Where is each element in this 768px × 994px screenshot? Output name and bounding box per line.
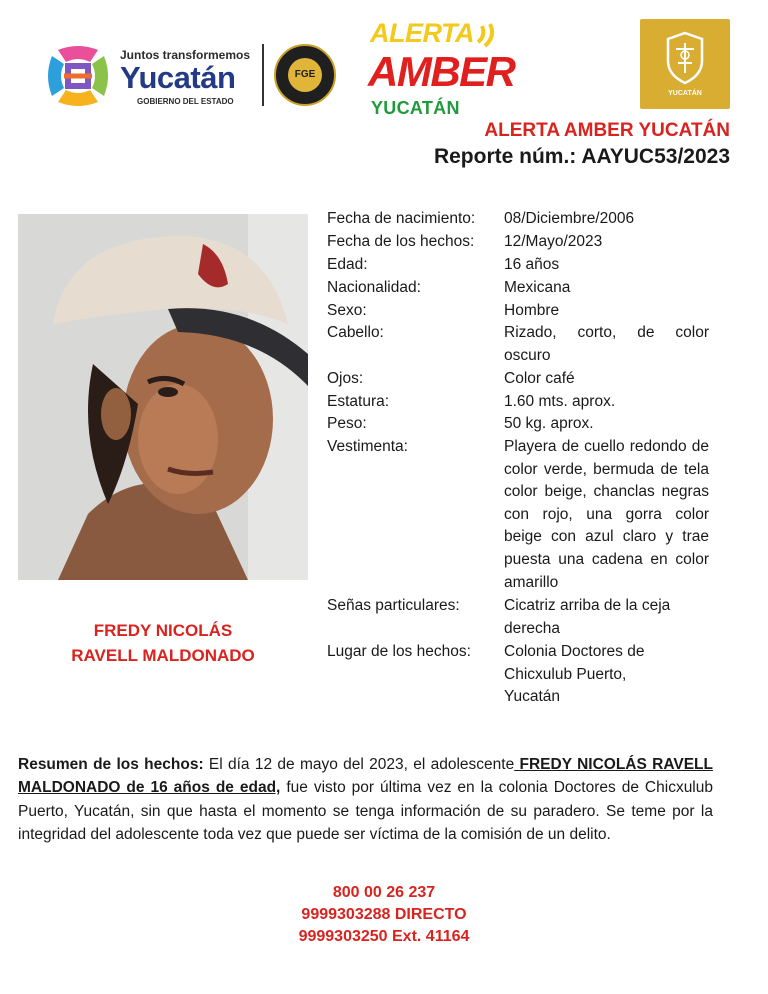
detail-label: Vestimenta:	[327, 438, 408, 455]
fge-seal-icon	[274, 44, 336, 106]
summary-text-before: El día 12 de mayo del 2023, el adolescente	[203, 756, 515, 773]
yucatan-name: Yucatán	[120, 60, 236, 95]
detail-label: Edad:	[327, 256, 368, 273]
detail-label: Cabello:	[327, 324, 384, 341]
detail-label: Sexo:	[327, 302, 367, 319]
report-number: Reporte núm.: AAYUC53/2023	[433, 145, 730, 168]
person-photo-illustration	[18, 214, 308, 580]
yucatan-government-logo	[44, 40, 344, 110]
amber-logo-alerta: ALERTA	[370, 18, 474, 48]
seal-caption: YUCATÁN	[668, 90, 702, 97]
detail-value: Rizado, corto, de color oscuro	[504, 324, 709, 364]
contact-phone-direct: 9999303288 DIRECTO	[301, 906, 467, 923]
contact-phone-hotline: 800 00 26 237	[332, 884, 436, 901]
person-name-line2: RAVELL MALDONADO	[71, 646, 255, 665]
yucatan-slogan: Juntos transformemos	[120, 48, 251, 62]
amber-logo-amber: AMBER	[368, 48, 515, 95]
detail-label: Ojos:	[327, 370, 364, 387]
summary-name-emphasis: FREDY NICOLÁS RAVELL MALDONADO de 16 años de edad,	[18, 756, 713, 797]
detail-value: Color café	[504, 370, 575, 387]
detail-value: Hombre	[504, 302, 560, 319]
coat-of-arms-icon	[640, 23, 730, 93]
detail-value: 12/Mayo/2023	[504, 233, 603, 250]
detail-label: Estatura:	[327, 393, 390, 410]
detail-label: Lugar de los hechos:	[327, 643, 471, 660]
event-summary	[18, 753, 713, 846]
contact-phone-extension: 9999303250 Ext. 41164	[298, 928, 470, 945]
detail-value: Playera de cuello redondo de color verde, bermuda de tela color beige, chanclas negras con rojo, una gorra color beige con azul claro y trae puesta una cadena en color amarillo	[504, 438, 709, 591]
detail-value: 16 años	[504, 256, 560, 273]
detail-value: 50 kg. aprox.	[504, 415, 594, 432]
missing-person-photo	[18, 214, 308, 580]
detail-value: Colonia Doctores de Chicxulub Puerto, Yucatán	[504, 643, 645, 706]
summary-label: Resumen de los hechos:	[18, 756, 204, 773]
logo-divider	[262, 44, 264, 106]
detail-value: Mexicana	[504, 279, 571, 296]
person-name-line1: FREDY NICOLÁS	[93, 621, 233, 640]
alert-title: ALERTA AMBER YUCATÁN	[484, 120, 730, 141]
detail-value: 1.60 mts. aprox.	[504, 393, 616, 410]
detail-label: Señas particulares:	[327, 597, 460, 614]
yucatan-knot-icon	[44, 42, 112, 110]
detail-value: Cicatriz arriba de la ceja derecha	[504, 597, 671, 637]
fge-label: FGE	[288, 58, 322, 92]
amber-logo-yucatan: YUCATÁN	[371, 98, 460, 118]
broadcast-waves-icon	[474, 22, 502, 54]
summary-text-after: fue visto por última vez en la colonia Doctores de Chicxulub Puerto, Yucatán, sin que hasta el momento se tenga información de su paradero. Se teme por la integridad del adolescente toda vez que puede ser víctima de la comisión de un delito.	[18, 779, 713, 843]
yucatan-state-seal	[640, 19, 730, 109]
detail-label: Fecha de nacimiento:	[327, 210, 476, 227]
detail-label: Nacionalidad:	[327, 279, 421, 296]
yucatan-government-label: GOBIERNO DEL ESTADO	[137, 97, 234, 106]
detail-label: Fecha de los hechos:	[327, 233, 475, 250]
detail-label: Peso:	[327, 415, 367, 432]
alerta-amber-logo	[368, 16, 515, 120]
detail-value: 08/Diciembre/2006	[504, 210, 635, 227]
